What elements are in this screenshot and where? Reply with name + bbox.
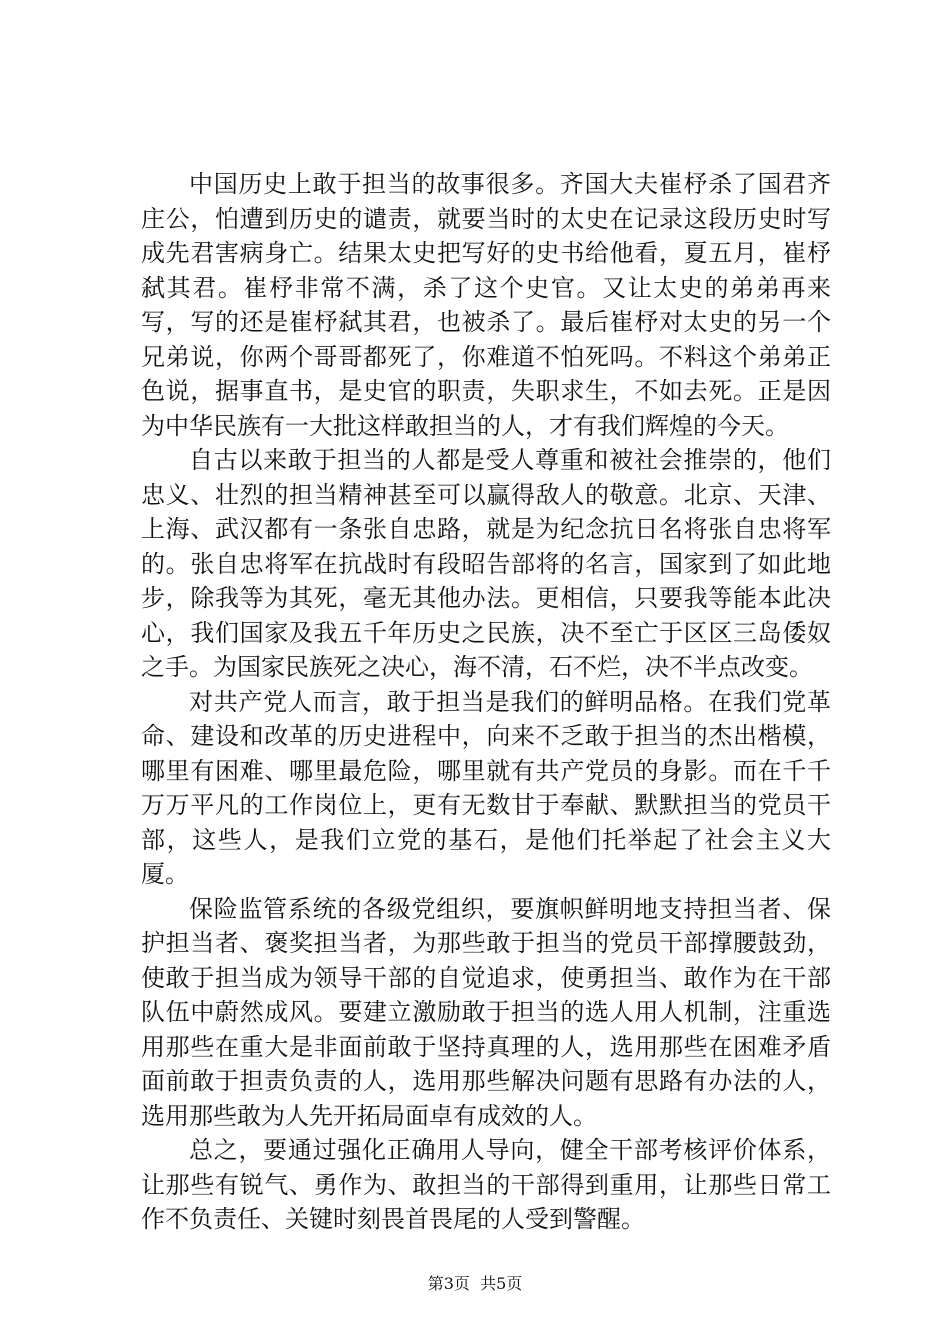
- paragraph-4: 保险监管系统的各级党组织，要旗帜鲜明地支持担当者、保护担当者、褒奖担当者，为那些敢于担当的党员干部撑腰鼓劲，使敢于担当成为领导干部的自觉追求，使勇担当、敢作为在干部队伍中蔚然成风。要建立激励敢于担当的选人用人机制，注重选用那些在重大是非面前敢于坚持真理的人，选用那些在困难矛盾面前敢于担责负责的人，选用那些解决问题有思路有办法的人，选用那些敢为人先开拓局面卓有成效的人。: [141, 894, 831, 1130]
- paragraph-1: 中国历史上敢于担当的故事很多。齐国大夫崔杼杀了国君齐庄公，怕遭到历史的谴责，就要当时的太史在记录这段历史时写成先君害病身亡。结果太史把写好的史书给他看，夏五月，崔杼弑其君。崔杼非常不满，杀了这个史官。又让太史的弟弟再来写，写的还是崔杼弑其君，也被杀了。最后崔杼对太史的另一个兄弟说，你两个哥哥都死了，你难道不怕死吗。不料这个弟弟正色说，据事直书，是史官的职责，失职求生，不如去死。正是因为中华民族有一大批这样敢担当的人，才有我们辉煌的今天。: [141, 170, 831, 440]
- paragraph-5: 总之，要通过强化正确用人导向，健全干部考核评价体系，让那些有锐气、勇作为、敢担当的干部得到重用，让那些日常工作不负责任、关键时刻畏首畏尾的人受到警醒。: [141, 1136, 831, 1233]
- page-footer: 第3页 共5页: [427, 1274, 523, 1293]
- paragraph-2: 自古以来敢于担当的人都是受人尊重和被社会推崇的，他们忠义、壮烈的担当精神甚至可以赢得敌人的敬意。北京、天津、上海、武汉都有一条张自忠路，就是为纪念抗日名将张自忠将军的。张自忠将军在抗战时有段昭告部将的名言，国家到了如此地步，除我等为其死，毫无其他办法。更相信，只要我等能本此决心，我们国家及我五千年历史之民族，决不至亡于区区三岛倭奴之手。为国家民族死之决心，海不清，石不烂，决不半点改变。: [141, 446, 831, 681]
- document-body: [141, 167, 831, 1237]
- paragraph-3: 对共产党人而言，敢于担当是我们的鲜明品格。在我们党革命、建设和改革的历史进程中，向来不乏敢于担当的杰出楷模，哪里有困难、哪里最危险，哪里就有共产党员的身影。而在千千万万平凡的工作岗位上，更有无数甘于奉献、默默担当的党员干部，这些人，是我们立党的基石，是他们托举起了社会主义大厦。: [141, 687, 831, 888]
